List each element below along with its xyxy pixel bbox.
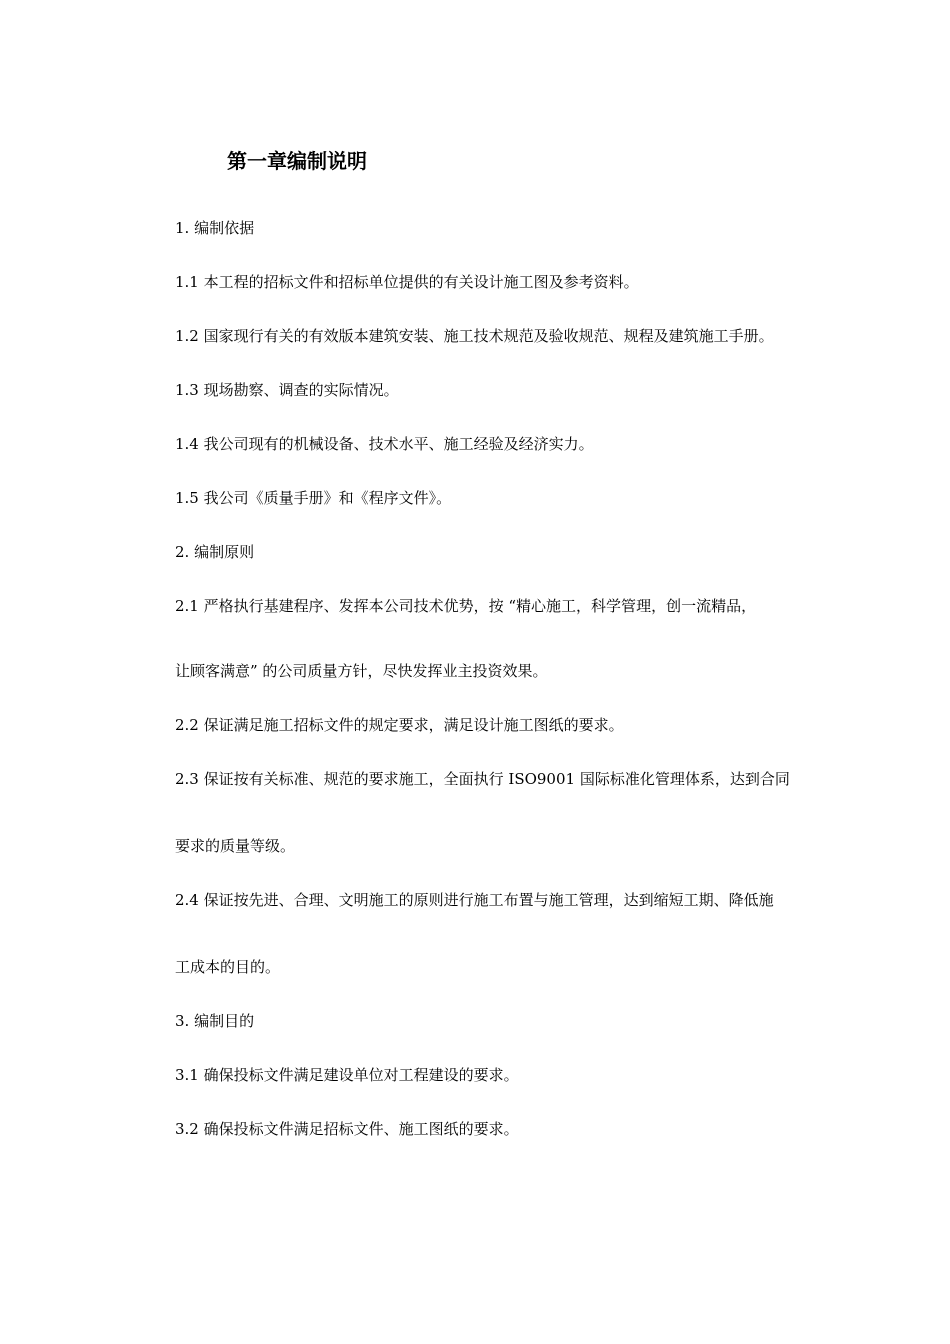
paragraph-2-4-line-2: 工成本的目的。 (175, 958, 281, 976)
paragraph-1-3: 1.3 现场勘察、调查的实际情况。 (175, 381, 399, 399)
chapter-title: 第一章编制说明 (227, 149, 367, 173)
section-heading-1: 1. 编制依据 (175, 219, 255, 237)
paragraph-1-1: 1.1 本工程的招标文件和招标单位提供的有关设计施工图及参考资料。 (175, 273, 639, 291)
section-heading-2: 2. 编制原则 (175, 543, 255, 561)
paragraph-3-1: 3.1 确保投标文件满足建设单位对工程建设的要求。 (175, 1066, 519, 1084)
paragraph-1-2: 1.2 国家现行有关的有效版本建筑安装、施工技术规范及验收规范、规程及建筑施工手册。 (175, 327, 774, 345)
paragraph-2-1-line-1: 2.1 严格执行基建程序、发挥本公司技术优势，按 “精心施工，科学管理，创一流精品， (175, 597, 757, 615)
paragraph-2-1-line-2: 让顾客满意” 的公司质量方针，尽快发挥业主投资效果。 (175, 662, 548, 680)
paragraph-1-5: 1.5 我公司《质量手册》和《程序文件》。 (175, 489, 452, 507)
paragraph-1-4: 1.4 我公司现有的机械设备、技术水平、施工经验及经济实力。 (175, 435, 594, 453)
paragraph-2-3-line-1: 2.3 保证按有关标准、规范的要求施工，全面执行 ISO9001 国际标准化管理体系，达到合同 (175, 770, 790, 788)
paragraph-3-2: 3.2 确保投标文件满足招标文件、施工图纸的要求。 (175, 1120, 519, 1138)
paragraph-2-4-line-1: 2.4 保证按先进、合理、文明施工的原则进行施工布置与施工管理，达到缩短工期、降低施 (175, 891, 774, 909)
paragraph-2-3-line-2: 要求的质量等级。 (175, 837, 296, 855)
paragraph-2-2: 2.2 保证满足施工招标文件的规定要求，满足设计施工图纸的要求。 (175, 716, 624, 734)
section-heading-3: 3. 编制目的 (175, 1012, 255, 1030)
